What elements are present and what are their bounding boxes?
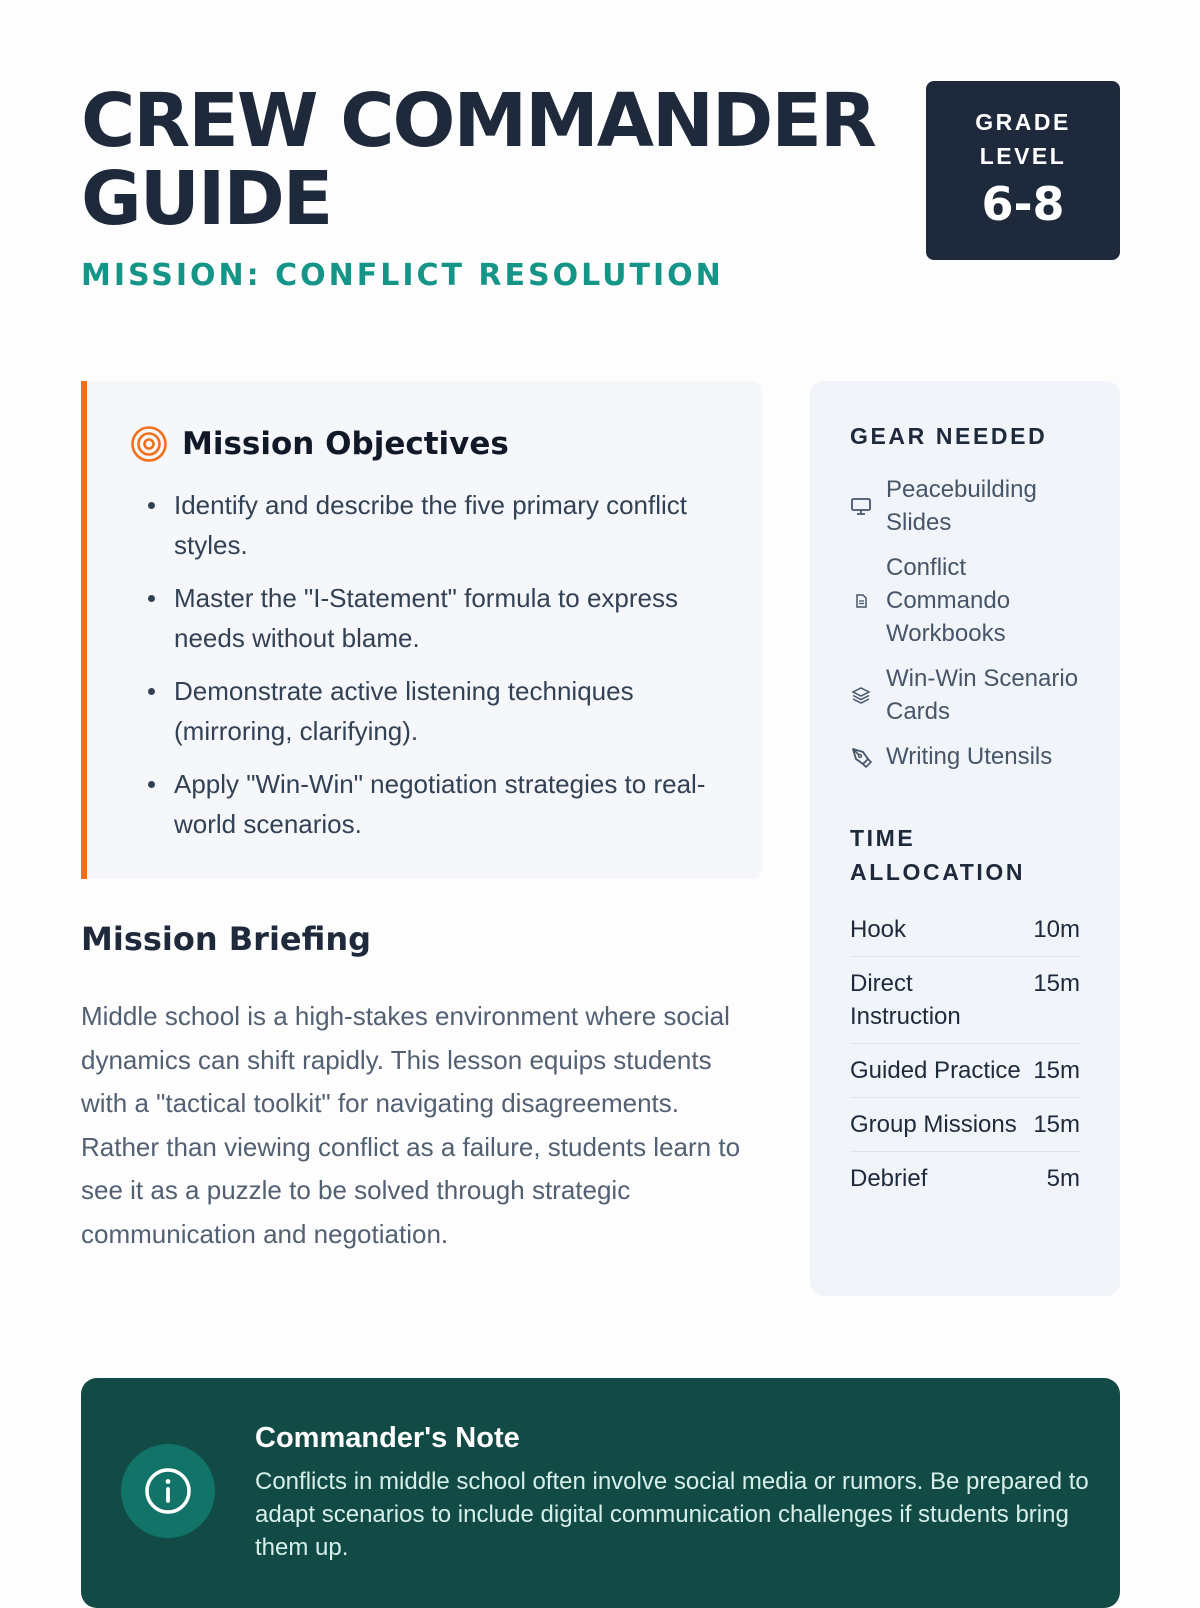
gear-label: Peacebuilding Slides [886,476,1037,536]
gear-list [850,473,1090,785]
pen-icon [850,746,872,768]
objective-item: Identify and describe the five primary conflict styles. [174,485,734,565]
grade-level-badge [926,81,1120,260]
time-label: Direct Instruction [850,970,961,1030]
gear-label: Win-Win Scenario Cards [886,665,1079,725]
grade-label: GRADE LEVEL [975,109,1071,169]
gear-label: Conflict Commando Workbooks [886,554,1011,647]
grade-value: 6-8 [981,177,1065,231]
layers-icon [850,684,872,706]
document-icon [850,590,872,612]
time-label: Group Missions [850,1111,1017,1138]
info-icon-badge [121,1444,215,1538]
gear-needed-heading: GEAR NEEDED [850,423,1048,449]
objectives-title: Mission Objectives [182,426,509,462]
info-icon [144,1467,192,1515]
target-icon [130,425,168,463]
note-text: Conflicts in middle school often involve social media or rumors. Be prepared to adapt scenarios to include digital communication challenges if students bring them up. [255,1468,1089,1561]
time-label: Hook [850,916,907,943]
briefing-text: Middle school is a high-stakes environment where social dynamics can shift rapidly. This lesson equips students with a "tactical toolkit" for navigating disagreements. Rather than viewing conflict as a failure, students learn to see it as a puzzle to be solved through strategic communication and negotiation. [81,1001,741,1249]
lesson-page [81,0,1120,1600]
lesson-sidebar [810,381,1120,1296]
time-value: 5m [1046,1165,1080,1192]
objectives-header [130,425,509,463]
gear-item [850,473,1090,539]
gear-label: Writing Utensils [886,743,1053,770]
briefing-title: Mission Briefing [81,920,372,958]
time-value: 15m [1033,1111,1080,1138]
time-value: 15m [1033,1057,1080,1084]
time-label: Guided Practice [850,1057,1021,1084]
time-value: 10m [1033,916,1080,943]
time-allocation-list [850,903,1080,1205]
page-title: CREW COMMANDER GUIDE [81,78,875,242]
mission-subtitle: MISSION: CONFLICT RESOLUTION [81,258,724,293]
gear-item [850,740,1090,773]
mission-objectives-card [81,381,762,879]
time-row [850,1098,1080,1152]
time-row [850,1044,1080,1098]
presentation-icon [850,495,872,517]
note-title: Commander's Note [255,1422,520,1454]
gear-item [850,551,1090,650]
commanders-note [81,1378,1120,1608]
time-allocation-heading: TIME ALLOCATION [850,825,1026,885]
objectives-list [130,485,734,857]
objective-item: Master the "I-Statement" formula to express needs without blame. [174,578,734,658]
gear-item [850,662,1090,728]
objective-item: Apply "Win-Win" negotiation strategies to real-world scenarios. [174,764,734,844]
time-row [850,957,1080,1044]
time-value: 15m [1033,970,1080,997]
objective-item: Demonstrate active listening techniques (mirroring, clarifying). [174,671,734,751]
time-label: Debrief [850,1165,928,1192]
time-row [850,1152,1080,1205]
time-row [850,903,1080,957]
